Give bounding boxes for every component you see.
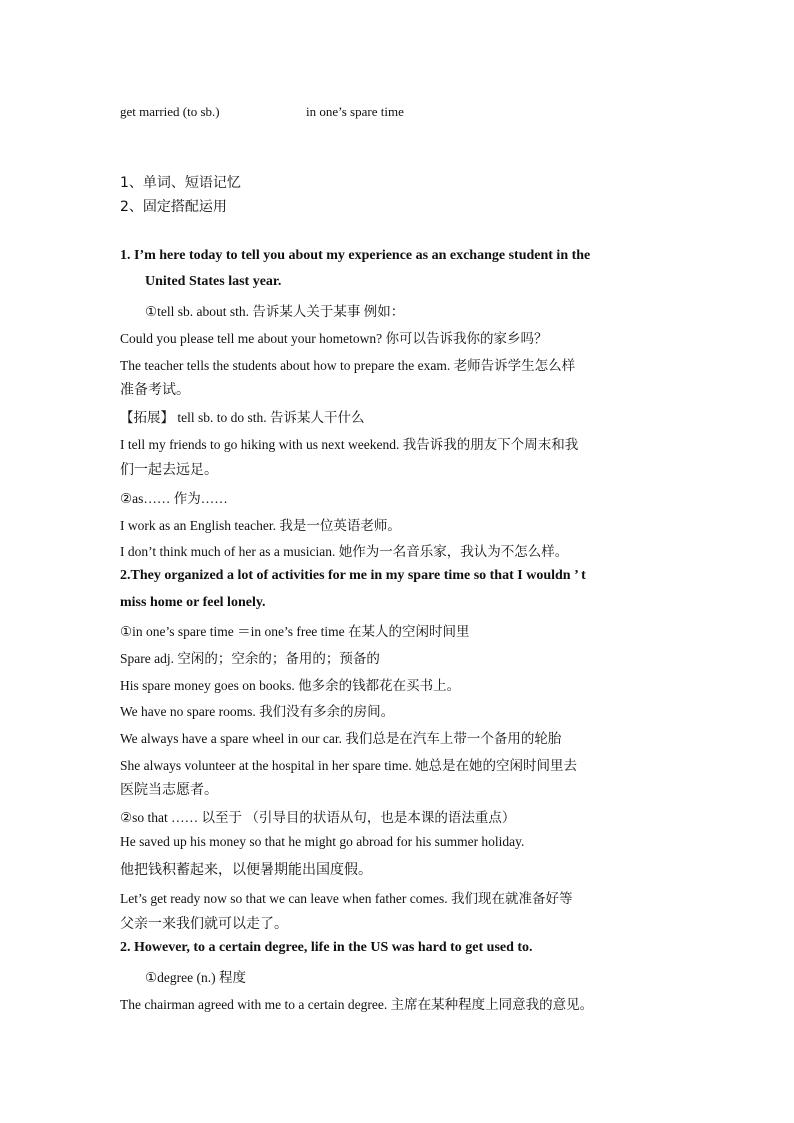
s1-line-7: 们一起去远足。 [120, 462, 218, 478]
s2-line-10: 他把钱积蓄起来，以便暑期能出国度假。 [120, 862, 372, 878]
s2-line-5: We always have a spare wheel in our car. 我们总是在汽车上带一个备用的轮胎 [120, 731, 562, 746]
s2-line-1: ①in one’s spare time ＝in one’s free time 在某人的空闲时间里 [120, 624, 470, 639]
s2-line-6: She always volunteer at the hospital in her spare time. 她总是在她的空闲时间里去 [120, 758, 578, 773]
s1-line-5: 【拓展】 tell sb. to do sth. 告诉某人干什么 [120, 410, 365, 425]
section-1-title: 1. I’m here today to tell you about my experience as an exchange student in the [120, 248, 591, 263]
section-2-title-cont: miss home or feel lonely. [120, 595, 266, 610]
s3-line-2: The chairman agreed with me to a certain degree. 主席在某种程度上同意我的意见。 [120, 997, 594, 1012]
section-2-title: 2.They organized a lot of activities for me in my spare time so that I wouldn ’ t [120, 568, 586, 583]
s1-line-6: I tell my friends to go hiking with us next weekend. 我告诉我的朋友下个周末和我 [120, 437, 579, 452]
s1-line-4: 准备考试。 [120, 382, 190, 398]
s1-line-2: Could you please tell me about your hometown? 你可以告诉我你的家乡吗？ [120, 331, 548, 346]
s3-line-1: ①degree (n.) 程度 [145, 970, 246, 985]
s2-line-8: ②so that …… 以至于 （引导目的状语从句，也是本课的语法重点） [120, 810, 516, 825]
s2-line-9: He saved up his money so that he might go abroad for his summer holiday. [120, 834, 525, 849]
section-1-title-cont: United States last year. [145, 274, 282, 289]
s2-line-12: 父亲一来我们就可以走了。 [120, 916, 288, 932]
objective-1: 1、单词、短语记忆 [120, 175, 241, 191]
s1-line-9: I work as an English teacher. 我是一位英语老师。 [120, 518, 401, 533]
s1-line-1: ①tell sb. about sth. 告诉某人关于某事 例如： [145, 304, 405, 319]
s2-line-2: Spare adj. 空闲的；空余的；备用的；预备的 [120, 651, 380, 666]
phrase-spare-time: in one’s spare time [306, 104, 404, 119]
s1-line-8: ②as…… 作为…… [120, 491, 228, 506]
s1-line-10: I don’t think much of her as a musician. 她作为一名音乐家，我认为不怎么样。 [120, 544, 569, 559]
phrase-get-married: get married (to sb.) [120, 104, 220, 119]
s2-line-4: We have no spare rooms. 我们没有多余的房间。 [120, 704, 395, 719]
s2-line-11: Let’s get ready now so that we can leave when father comes. 我们现在就准备好等 [120, 891, 573, 906]
s1-line-3: The teacher tells the students about how to prepare the exam. 老师告诉学生怎么样 [120, 358, 576, 373]
s2-line-3: His spare money goes on books. 他多余的钱都花在买书上。 [120, 678, 461, 693]
objective-2: 2、固定搭配运用 [120, 199, 227, 215]
s2-line-7: 医院当志愿者。 [120, 782, 218, 798]
section-3-title: 2. However, to a certain degree, life in the US was hard to get used to. [120, 940, 533, 955]
